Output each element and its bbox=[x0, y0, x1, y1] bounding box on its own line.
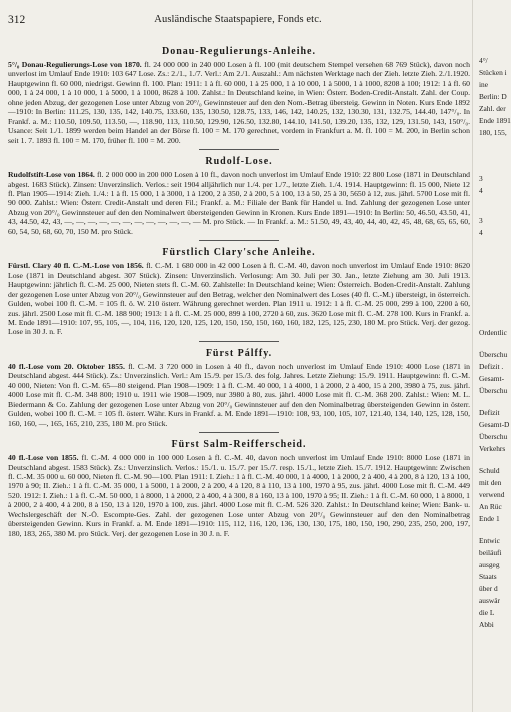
fragment-line: verwend bbox=[479, 490, 505, 499]
fragment-line: über d bbox=[479, 584, 498, 593]
fragment-line: Defizit bbox=[479, 408, 500, 417]
section-body: fl. C.-M. 4 000 000 in 100 000 Losen à fl. C.-M. 40, davon noch unverlost im Umlauf Ende 1910: 8000 Lose (1871 in Deutschland abgest. 1583 Stück). Zs.: Unverzinslich. Verlos.: 15./1. u. 15./7. per 15./7. resp. 15./1., letzte Zieh. 15./7. 1912. Hauptgewinn: Zwischen fl. C.-M. 35 000 u. 60 000, Nieten fl. C.-M. 90—100. Plan 1911: I. Zieh.: 1 à fl. C.-M. 40 000, 1 à 4000, 1 à 2000, 2 à 400, 4 à 200, 8 à 120, 13 à 100, 1970 à 90; II. Zieh.: 1 à fl. C.-M. 35 000, 1 à 5000, 1 à 2000, 2 à 200, 4 à 120, 8 à 110, 13 à 100, 1970 à 95, zus. jährl. 4000 Lose mit fl. C.-M. 449 520. 1912: I. Zieh.: 1 à fl. C.-M. 50 000, 1 à 8000, 1 à 2000, 2 à 400, 4 à 300, 8 à 160, 13 à 100, 1970 à 95; II. Zieh.: 1 à fl. C.-M. 60 000, 1 à 8000, 1 à 2000, 2 à 400, 4 à 200, 8 à 150, 13 à 120, 1970 à 100, zus. jährl. 4000 Lose mit fl. C.-M. 526 320. Zahlst.: In Deutschland keine; Wien: Bank- u. Wechslergeschäft der N.-Ö. Escompte-Ges. Zahl. der gezogenen Lose unter Abzug von 20°/₀ Gewinnsteuer auf den den Nominalbetrag übersteigenden Gewinn. Kurs in Frankf. a. M. Ende 1891—1910: 115, 112, 116, 120, 136, 130, 130, 175, 180, 150, 190, 290, 235, 250, 200, 197, 180, 183, 265, 380 M. pro Stück. Verj. der gezogenen Lose in 30 J. n. F. bbox=[8, 453, 470, 538]
fragment-line: Ordentlic bbox=[479, 328, 507, 337]
fragment-line: 4 bbox=[479, 186, 483, 195]
fragment-line: Ende 1891 bbox=[479, 116, 511, 125]
section-paragraph bbox=[8, 362, 470, 428]
section-lead: 5°/₀ Donau-Regulierungs-Lose von 1870. bbox=[8, 60, 142, 69]
fragment-line: Gesamt-D bbox=[479, 420, 510, 429]
gutter-line bbox=[472, 0, 473, 712]
fragment-line: Ende 1 bbox=[479, 514, 500, 523]
section-body: fl. C.-M. 1 680 000 in 42 000 Losen à fl. C.-M. 40, davon noch unverlost im Umlauf Ende 1910: 8620 Lose (1871 in Deutschland abgest. 307 Stück). Zinsen: Unverzinslich. Verlosung: Am 30. Juli per 30. Jan., letzte Ziehung am 30. Juli 1913. Hauptgewinn: jährlich fl. C.-M. 25 000, Nieten stets fl. C.-M. 60. Zahlstelle: In Deutschland keine; Wien: Österreich. Boden-Credit-Anstalt. Zahlung der gezogenen Lose unter Abzug von 20°/₀ Gewinnsteuer auf den Betrag, welcher den Nominalwert des Loses (40 fl. C.-M.) übersteigt, in österreich. Gulden, wobei 100 fl. C.-M. = 105 fl. ö. W. 210 österr. Währung gerechnet werden. Plan 1911 u. 1912: 1 à fl. C.-M. 25 000, 299 à 100, 2200 à 60, zus. jährl. 2500 Lose mit fl. C.-M. 188 900; 1913: 1 à fl. C.-M. 25 000, 899 à 100, 2720 à 60, zus. 3620 Lose mit fl. C.-M. 278 100. Kurs in Frankf. a. M. Ende 1891—1910: 107, 95, 105, —, 104, 116, 120, 120, 125, 120, 150, 150, 150, 160, 160, 182, 125, 125, 230, 180 M. pro Stück. Verj. der gezog. Lose in 30 J. n. F. bbox=[8, 261, 470, 337]
page-number: 312 bbox=[8, 14, 26, 26]
section-paragraph bbox=[8, 170, 470, 236]
fragment-line: Schuld bbox=[479, 466, 500, 475]
fragment-line: Berlin: D bbox=[479, 92, 507, 101]
fragment-line: 3 bbox=[479, 174, 483, 183]
section-divider bbox=[199, 341, 279, 342]
fragment-line: 4°/ bbox=[479, 56, 488, 65]
fragment-line: Gesamt- bbox=[479, 374, 505, 383]
main-column bbox=[8, 40, 470, 538]
section-paragraph bbox=[8, 453, 470, 538]
section-divider bbox=[199, 149, 279, 150]
fragment-line: 180, 155, bbox=[479, 128, 507, 137]
fragment-line: Stücken i bbox=[479, 68, 507, 77]
fragment-line: Entwic bbox=[479, 536, 500, 545]
section-divider bbox=[199, 240, 279, 241]
fragment-line: Staats bbox=[479, 572, 497, 581]
fragment-line: Abbi bbox=[479, 620, 494, 629]
fragment-line: ine bbox=[479, 80, 489, 89]
fragment-line: Zahl. der bbox=[479, 104, 506, 113]
running-title: Ausländische Staatspapiere, Fonds etc. bbox=[154, 14, 322, 25]
fragment-line: Defizit . bbox=[479, 362, 504, 371]
section-lead: 40 fl.-Lose vom 20. Oktober 1855. bbox=[8, 361, 125, 371]
fragment-line: beiläufi bbox=[479, 548, 502, 557]
adjacent-page-fragment bbox=[476, 0, 511, 712]
fragment-line: An Rüc bbox=[479, 502, 502, 511]
section-body: fl. C.-M. 3 720 000 in Losen à 40 fl., davon noch unverlost im Umlauf Ende 1910: 4000 Lose (1871 in Deutschland abgest. 444 Stück). Zs.: Unverzinslich. Verl.: Am 15./9. per 15./3. des folg. Jahres. Letzte Ziehung: 15./9. 1911. Hauptgewinn: fl. C.-M. 40 000, Nieten: Von fl. C.-M. 65—80 steigend. Plan 1908—1909: 1 à fl. C.-M. 40 000, 1 à 4000, 1 à 2000, 2 à 400, 15 à 200, 3980 à 75, zus. jährl. 4000 Lose mit fl. C.-M. 348 800; 1910 u. 1911 wie 1908—1909, nur 3980 à 80, zus. jährl. 4000 Lose mit fl. C.-M. 368 200. Zahlst.: Wien: M. L. Biedermann & Co. Zahlung der gezogenen Lose unter Abzug von 20°/₀ Gewinnsteuer auf den den Nominalbetrag übersteigenden Gewinn in österr. Gulden, wobei 100 fl. C.-M. = 105 fl. österr. Währ. Kurs in Frankf. a. M. Ende 1891—1910: 108, 93, 100, 105, 107, 121.40, 134, 140, 125, 128, 150, 160, 160, —, 165, 165, 210, 235, 180 M. pro Stück. bbox=[8, 361, 471, 428]
section-lead: Fürstl. Clary 40 fl. C.-M.-Lose von 1856. bbox=[8, 261, 144, 271]
section-paragraph bbox=[8, 60, 470, 145]
section-title: Rudolf-Lose. bbox=[205, 156, 273, 168]
page-header bbox=[8, 14, 468, 30]
fragment-line: Verkehrs bbox=[479, 444, 506, 453]
section-body: fl. 24 000 000 in 240 000 Losen à fl. 100 (mit deutschem Stempel versehen 68 769 Stück), davon noch unverlost im Umlauf Ende 1910: 103 647 Lose. Zs.: 2./1., 1./7. Verl.: Am 2./1. Auszahl.: Am nächsten Werktage nach der Zieh. letzte Zieh. 2./1.1920. Hauptgewinn fl. 60 000, niedrigst. Gewinn fl. 100. Plan: 1911: 1 à fl. 60 000, 1 à 25 000, 1 à 10 000, 1 à 5000, 1 à 1000, 8208 à 100; 1912: 1 à fl. 60 000, 1 à 24 000, 1 à 10 000, 1 à 5000, 1 à 1000, 8628 à 100. Zahlst.: In Deutschland keine, in Wien: Österr. Boden-Credit-Anstalt. Zahl. der Coup. ohne jeden Abzug, der gezogenen Lose unter Abzug von 20°/₀ Gewinnsteuer auf den den Nom.-Betrag übersteig. Gewinn in Noten. Kurs Ende 1892—1910: In Berlin: 111.25, 130, 135, 142, 140.75, 133.60, 135, 130.50, 128.75, 133, 146, 142, 140.25, 132, 130.30, 131, 132.75, 144.40, 147°/₀. In Frankf. a. M.: 110.50, 109.50, 113.50, —, 118.90, 113, 110.50, 129.90, 126.50, 132.80, 144.10, 141.50, 139.20, 135, 132, 129, 131.50, 143, 150°/₀. Usance: Seit 1./1. 1899 werden beim Handel an der Börse fl. 100 = M. 170 gerechnet, vordem in Frankfurt a. M. fl. 100 = M. 200, in Berlin schon seit 1. 7. 1893 fl. 100 = M. 170, früher fl. 100 = M. 200. bbox=[8, 60, 471, 145]
section-title: Fürstlich Clary'sche Anleihe. bbox=[162, 247, 316, 259]
section-title: Fürst Salm-Reifferscheid. bbox=[171, 439, 307, 451]
fragment-line: 4 bbox=[479, 228, 483, 237]
fragment-line: die L bbox=[479, 608, 495, 617]
section-paragraph bbox=[8, 261, 470, 337]
fragment-line: auswär bbox=[479, 596, 500, 605]
fragment-line: Überschu bbox=[479, 350, 508, 359]
fragment-line: Überschu bbox=[479, 432, 508, 441]
fragment-line: 3 bbox=[479, 216, 483, 225]
fragment-line: Überschu bbox=[479, 386, 508, 395]
section-body: fl. 2 000 000 in 200 000 Losen à 10 fl., davon noch unverlost im Umlauf Ende 1910: 22 800 Lose (1871 in Deutschland abgest. 1683 Stück). Zinsen: Unverzinslich. Verlos.: seit 1904 alljährlich nur 1./4. per 1./7., letzte Zieh. 1./4. 1914. Hauptgewinn: fl. 15 000, Niete 12 fl. Plan 1905—1914: Zieh. 1./4.: 1 à fl. 15 000, 1 à 3000, 1 à 1200, 2 à 350, 2 à 200, 5 à 100, 13 à 50, 25 à 30, 5650 à 12, zus. jährl. 5700 Lose mit fl. 90 000. Zahlst.: Wien: Österr. Credit-Anstalt und deren Fil.; Frankf. a. M.: Filiale der Bank für Handel u. Ind. Zahlung der gezogenen Lose unter Abzug von 20°/₀ Gewinnsteuer auf den den Nominalwert übersteigenden Gewinn in Kronen. Kurs Ende 1891—1910: In Berlin: 50, 46.50, 43.50, 41, 43, 44.50, 42, 43, —, —, —, —, —, —, —, —, —, —, —, — M. pro Stück. — In Frankf. a. M.: 51.50, 49, 43, 40, 44, 40, 42, 45, 48, 68, 65, 65, 60, 60, 54, 50, 68, 60, 70, 150 M. pro Stück. bbox=[8, 170, 471, 236]
section-title: Fürst Pálffy. bbox=[205, 347, 273, 359]
section-title: Donau-Regulierungs-Anleihe. bbox=[162, 46, 316, 57]
section-lead: 40 fl.-Lose von 1855. bbox=[8, 453, 79, 463]
section-divider bbox=[199, 432, 279, 433]
section-lead: Rudolfstift-Lose von 1864. bbox=[8, 170, 95, 180]
fragment-line: mit den bbox=[479, 478, 502, 487]
fragment-line: ausgeg bbox=[479, 560, 500, 569]
